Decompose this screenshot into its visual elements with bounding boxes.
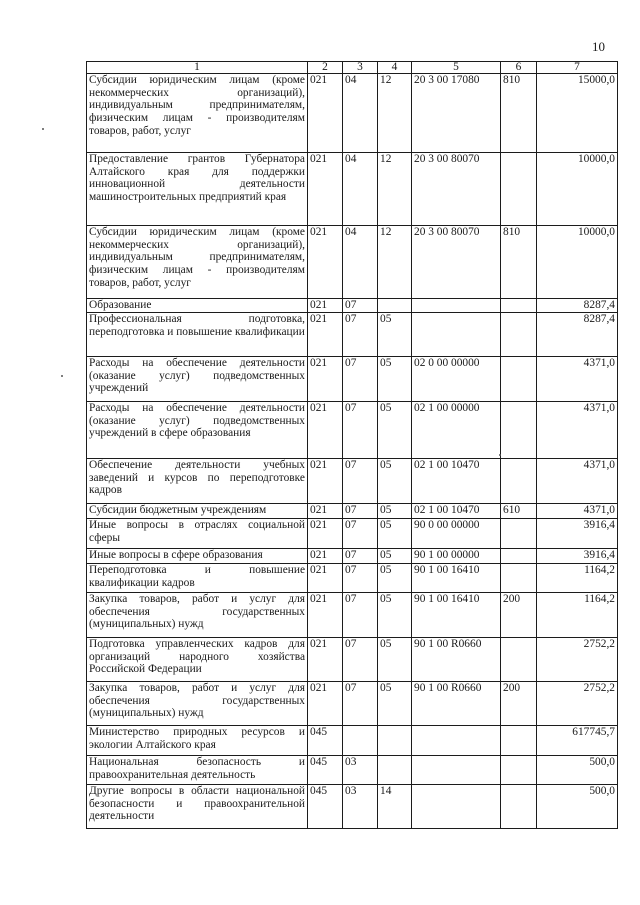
row-code-c5: 20 3 00 17080 xyxy=(412,74,501,153)
row-code-c3: 07 xyxy=(343,638,378,682)
row-code-c4: 05 xyxy=(378,519,412,549)
row-code-c6 xyxy=(501,726,537,756)
row-code-c4: 05 xyxy=(378,504,412,519)
table-row xyxy=(87,549,618,564)
row-amount: 4371,0 xyxy=(537,459,618,504)
row-amount: 617745,7 xyxy=(537,726,618,756)
row-code-c6 xyxy=(501,402,537,459)
row-code-c3: 04 xyxy=(343,74,378,153)
row-amount: 1164,2 xyxy=(537,564,618,593)
table-row xyxy=(87,226,618,299)
row-code-c4: 05 xyxy=(378,459,412,504)
row-code-c5: 20 3 00 80070 xyxy=(412,153,501,226)
row-code-c3: 07 xyxy=(343,549,378,564)
row-name: Образование xyxy=(87,299,308,313)
row-code-c5 xyxy=(412,299,501,313)
row-amount: 2752,2 xyxy=(537,682,618,726)
row-code-c2: 045 xyxy=(308,756,343,785)
scan-speck xyxy=(499,454,501,456)
row-name: Иные вопросы в отраслях социальной сферы xyxy=(87,519,308,549)
row-amount: 500,0 xyxy=(537,785,618,829)
row-code-c6 xyxy=(501,549,537,564)
row-code-c6 xyxy=(501,756,537,785)
row-code-c6: 200 xyxy=(501,682,537,726)
row-name: Субсидии юридическим лицам (кроме некоммерческих организаций), индивидуальным предпринимателям, физическим лицам - производителям товаров, работ, услуг xyxy=(87,74,308,153)
row-code-c5 xyxy=(412,726,501,756)
row-code-c5: 02 1 00 10470 xyxy=(412,504,501,519)
row-code-c5: 20 3 00 80070 xyxy=(412,226,501,299)
row-name: Субсидии юридическим лицам (кроме некоммерческих организаций), индивидуальным предпринимателям, физическим лицам - производителям товаров, работ, услуг xyxy=(87,226,308,299)
row-code-c5: 02 1 00 10470 xyxy=(412,459,501,504)
table-row xyxy=(87,402,618,459)
page-number: 10 xyxy=(592,39,605,54)
row-code-c5: 90 0 00 00000 xyxy=(412,519,501,549)
row-code-c6 xyxy=(501,299,537,313)
row-code-c3: 07 xyxy=(343,593,378,638)
row-code-c3: 03 xyxy=(343,785,378,829)
scan-speck xyxy=(61,375,63,377)
row-code-c2: 021 xyxy=(308,549,343,564)
table-row xyxy=(87,519,618,549)
row-code-c4 xyxy=(378,299,412,313)
row-code-c6 xyxy=(501,785,537,829)
table-row xyxy=(87,593,618,638)
row-code-c2: 021 xyxy=(308,402,343,459)
row-code-c4: 12 xyxy=(378,74,412,153)
column-header: 6 xyxy=(501,62,537,74)
row-code-c4: 05 xyxy=(378,682,412,726)
row-code-c4: 05 xyxy=(378,549,412,564)
row-code-c6 xyxy=(501,357,537,402)
row-code-c2: 021 xyxy=(308,459,343,504)
row-code-c6 xyxy=(501,519,537,549)
table-row xyxy=(87,153,618,226)
row-code-c2: 021 xyxy=(308,226,343,299)
row-name: Профессиональная подготовка, переподготовка и повышение квалификации xyxy=(87,313,308,357)
table-row xyxy=(87,564,618,593)
table-row xyxy=(87,726,618,756)
row-code-c3: 07 xyxy=(343,357,378,402)
row-amount: 500,0 xyxy=(537,756,618,785)
row-name: Расходы на обеспечение деятельности (оказание услуг) подведомственных учреждений xyxy=(87,357,308,402)
row-code-c4: 12 xyxy=(378,153,412,226)
row-amount: 1164,2 xyxy=(537,593,618,638)
row-code-c2: 045 xyxy=(308,785,343,829)
row-code-c5: 90 1 00 16410 xyxy=(412,564,501,593)
row-name: Закупка товаров, работ и услуг для обеспечения государственных (муниципальных) нужд xyxy=(87,682,308,726)
row-code-c2: 021 xyxy=(308,357,343,402)
row-name: Иные вопросы в сфере образования xyxy=(87,549,308,564)
table-row xyxy=(87,299,618,313)
row-name: Переподготовка и повышение квалификации кадров xyxy=(87,564,308,593)
row-code-c4: 05 xyxy=(378,593,412,638)
row-code-c6: 810 xyxy=(501,74,537,153)
row-code-c3: 07 xyxy=(343,299,378,313)
row-code-c6 xyxy=(501,459,537,504)
row-name: Подготовка управленческих кадров для организаций народного хозяйства Российской Федерации xyxy=(87,638,308,682)
column-header: 1 xyxy=(87,62,308,74)
column-header: 3 xyxy=(343,62,378,74)
row-amount: 4371,0 xyxy=(537,504,618,519)
row-amount: 4371,0 xyxy=(537,357,618,402)
row-code-c3: 07 xyxy=(343,682,378,726)
row-code-c6: 610 xyxy=(501,504,537,519)
row-code-c3: 07 xyxy=(343,519,378,549)
row-amount: 10000,0 xyxy=(537,226,618,299)
table-row xyxy=(87,638,618,682)
row-code-c2: 021 xyxy=(308,74,343,153)
row-code-c2: 021 xyxy=(308,153,343,226)
column-header: 7 xyxy=(537,62,618,74)
row-code-c6: 810 xyxy=(501,226,537,299)
column-header: 2 xyxy=(308,62,343,74)
row-amount: 2752,2 xyxy=(537,638,618,682)
row-name: Расходы на обеспечение деятельности (оказание услуг) подведомственных учреждений в сфере образования xyxy=(87,402,308,459)
row-code-c3: 04 xyxy=(343,153,378,226)
row-code-c6 xyxy=(501,313,537,357)
row-code-c3: 07 xyxy=(343,313,378,357)
row-code-c5 xyxy=(412,785,501,829)
row-code-c4: 05 xyxy=(378,313,412,357)
table-row xyxy=(87,459,618,504)
table-row xyxy=(87,785,618,829)
row-amount: 4371,0 xyxy=(537,402,618,459)
row-code-c2: 021 xyxy=(308,564,343,593)
row-amount: 3916,4 xyxy=(537,519,618,549)
row-name: Закупка товаров, работ и услуг для обеспечения государственных (муниципальных) нужд xyxy=(87,593,308,638)
row-code-c3 xyxy=(343,726,378,756)
row-code-c6 xyxy=(501,153,537,226)
row-code-c2: 021 xyxy=(308,313,343,357)
row-code-c2: 021 xyxy=(308,593,343,638)
row-code-c4 xyxy=(378,726,412,756)
row-name: Другие вопросы в области национальной безопасности и правоохранительной деятельности xyxy=(87,785,308,829)
row-code-c2: 021 xyxy=(308,504,343,519)
row-code-c5 xyxy=(412,313,501,357)
row-code-c4: 05 xyxy=(378,564,412,593)
row-name: Субсидии бюджетным учреждениям xyxy=(87,504,308,519)
row-code-c4: 05 xyxy=(378,638,412,682)
row-code-c5: 02 0 00 00000 xyxy=(412,357,501,402)
row-code-c5: 90 1 00 R0660 xyxy=(412,638,501,682)
row-code-c3: 07 xyxy=(343,564,378,593)
row-code-c2: 021 xyxy=(308,299,343,313)
row-code-c4: 05 xyxy=(378,357,412,402)
table-row xyxy=(87,313,618,357)
table-row xyxy=(87,74,618,153)
row-code-c5: 90 1 00 00000 xyxy=(412,549,501,564)
row-name: Предоставление грантов Губернатора Алтайского края для поддержки инновационной деятельности машиностроительных предприятий края xyxy=(87,153,308,226)
row-code-c6 xyxy=(501,564,537,593)
row-name: Обеспечение деятельности учебных заведений и курсов по переподготовке кадров xyxy=(87,459,308,504)
row-code-c3: 04 xyxy=(343,226,378,299)
table-row xyxy=(87,504,618,519)
scan-speck xyxy=(42,128,44,130)
row-amount: 3916,4 xyxy=(537,549,618,564)
row-name: Национальная безопасность и правоохранительная деятельность xyxy=(87,756,308,785)
row-amount: 15000,0 xyxy=(537,74,618,153)
row-code-c4: 12 xyxy=(378,226,412,299)
row-amount: 8287,4 xyxy=(537,313,618,357)
row-code-c5: 02 1 00 00000 xyxy=(412,402,501,459)
row-amount: 8287,4 xyxy=(537,299,618,313)
table-row xyxy=(87,756,618,785)
row-code-c4 xyxy=(378,756,412,785)
table-header-row xyxy=(87,62,618,74)
row-code-c2: 021 xyxy=(308,638,343,682)
row-code-c3: 07 xyxy=(343,459,378,504)
row-code-c3: 03 xyxy=(343,756,378,785)
row-code-c5 xyxy=(412,756,501,785)
row-code-c5: 90 1 00 R0660 xyxy=(412,682,501,726)
row-code-c2: 021 xyxy=(308,682,343,726)
row-code-c4: 14 xyxy=(378,785,412,829)
row-code-c2: 021 xyxy=(308,519,343,549)
row-code-c3: 07 xyxy=(343,402,378,459)
row-code-c2: 045 xyxy=(308,726,343,756)
budget-table xyxy=(86,61,618,829)
column-header: 5 xyxy=(412,62,501,74)
row-code-c3: 07 xyxy=(343,504,378,519)
row-code-c5: 90 1 00 16410 xyxy=(412,593,501,638)
table-row xyxy=(87,357,618,402)
table-row xyxy=(87,682,618,726)
row-name: Министерство природных ресурсов и экологии Алтайского края xyxy=(87,726,308,756)
row-code-c6: 200 xyxy=(501,593,537,638)
row-code-c4: 05 xyxy=(378,402,412,459)
column-header: 4 xyxy=(378,62,412,74)
row-amount: 10000,0 xyxy=(537,153,618,226)
row-code-c6 xyxy=(501,638,537,682)
